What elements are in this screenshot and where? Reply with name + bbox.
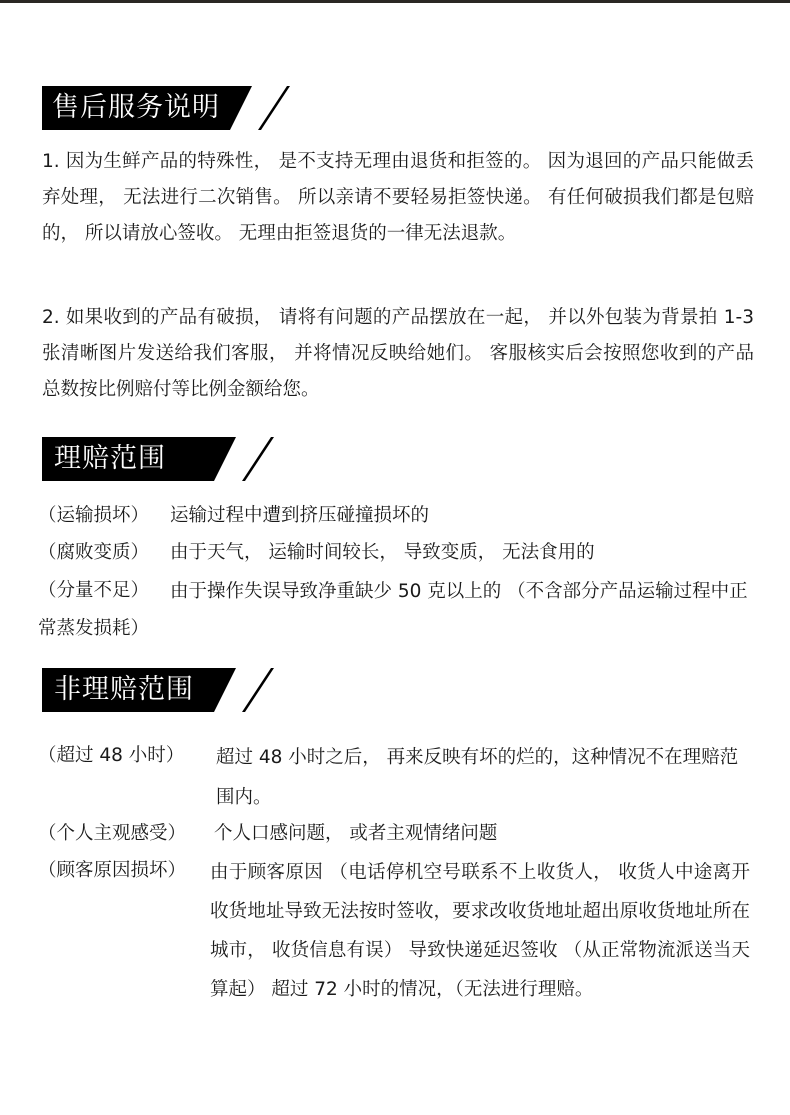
item-text: 超过 48 小时之后， 再来反映有坏的烂的，这种情况不在理赔范围内。 — [216, 747, 739, 808]
non-claim-item-over-48h — [38, 738, 754, 816]
item-label: （个人主观感受） — [38, 823, 187, 844]
section-header-non-claim-scope — [42, 668, 290, 712]
top-edge-strip — [0, 0, 790, 3]
after-sales-paragraph-1: 1. 因为生鲜产品的特殊性， 是不支持无理由退货和拒签的。 因为退回的产品只能做丢弃处理， 无法进行二次销售。 所以亲请不要轻易拒签快递。 有任何破损我们都是包赔的， 所以请放心签收。 无理由拒签退货的一律无法退款。 — [42, 151, 754, 244]
item-label: （运输损坏） — [38, 505, 150, 526]
item-label: （顾客原因损坏） — [38, 860, 187, 881]
item-label: （超过 48 小时） — [38, 745, 185, 766]
after-sales-paragraph-2: 2. 如果收到的产品有破损， 请将有问题的产品摆放在一起， 并以外包装为背景拍 1-3 张清晰图片发送给我们客服， 并将情况反映给她们。 客服核实后会按照您收到的产品总数按比例赔付等比例金额给您。 — [42, 307, 754, 400]
section-header-after-sales — [42, 86, 290, 130]
section-header-claim-scope — [42, 437, 290, 481]
section-title: 理赔范围 — [54, 443, 166, 474]
header-slash — [242, 668, 274, 712]
item-text: 由于顾客原因 （电话停机空号联系不上收货人， 收货人中途离开收货地址导致无法按时签收，要求改收货地址超出原收货地址所在城市， 收货信息有误） 导致快递延迟签收 （从正常物流派送当天算起） 超过 72 小时的情况，（无法进行理赔。 — [210, 862, 750, 1000]
item-text: 个人口感问题， 或者主观情绪问题 — [214, 823, 498, 844]
header-slash — [242, 437, 274, 481]
item-text: 运输过程中遭到挤压碰撞损坏的 — [170, 505, 430, 526]
section-title: 非理赔范围 — [54, 674, 194, 705]
item-text: 由于天气， 运输时间较长， 导致变质， 无法食用的 — [170, 542, 595, 563]
item-label: （分量不足） — [38, 580, 150, 601]
item-label: （腐败变质） — [38, 542, 150, 563]
section-title: 售后服务说明 — [52, 92, 220, 123]
header-slash — [258, 86, 290, 130]
non-claim-item-customer-cause — [38, 853, 754, 1043]
claim-item-underweight — [38, 573, 754, 645]
item-text: 由于操作失误导致净重缺少 50 克以上的 （不含部分产品运输过程中正常蒸发损耗） — [38, 581, 748, 639]
